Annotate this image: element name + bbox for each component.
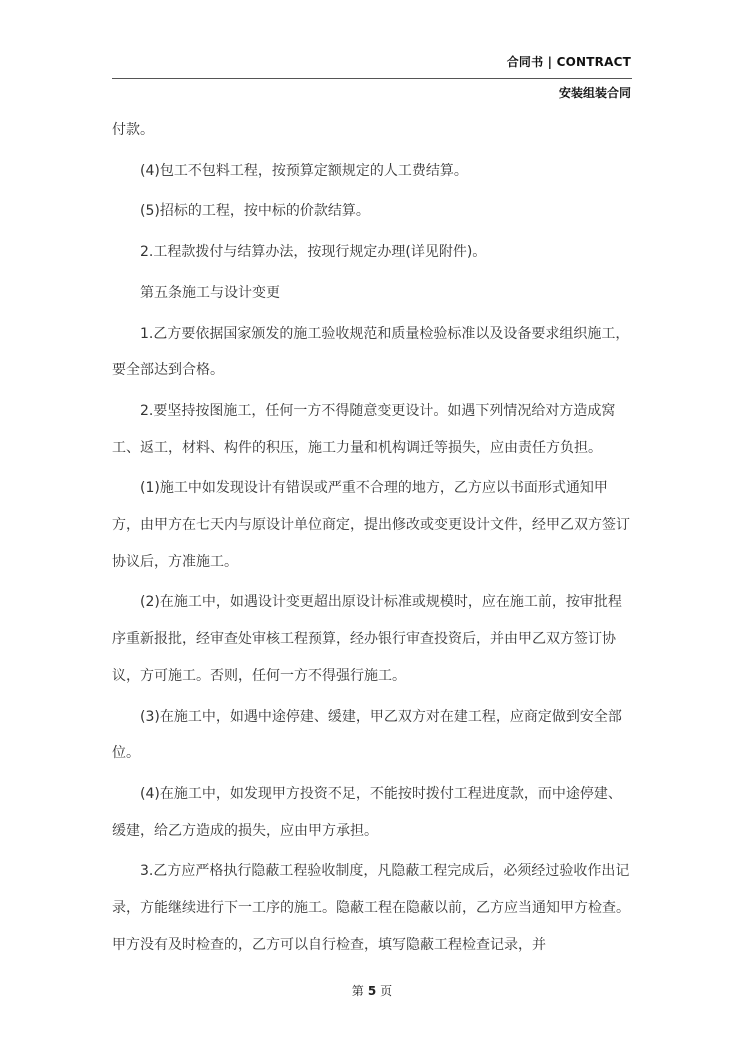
paragraph: (1)施工中如发现设计有错误或严重不合理的地方，乙方应以书面形式通知甲方，由甲方在七天内与原设计单位商定，提出修改或变更设计文件，经甲乙双方签订协议后，方准施工。: [112, 480, 630, 570]
document-subtitle: 安装组装合同: [558, 86, 631, 100]
page-number-value: 5: [367, 984, 377, 998]
paragraph: (3)在施工中，如遇中途停建、缓建，甲乙双方对在建工程，应商定做到安全部位。: [112, 708, 622, 762]
header-brand: 合同书 | CONTRACT: [506, 55, 631, 69]
paragraph: (5)招标的工程，按中标的价款结算。: [140, 203, 370, 220]
paragraph: 1.乙方要依据国家颁发的施工验收规范和质量检验标准以及设备要求组织施工，要全部达到合格。: [112, 325, 630, 379]
paragraph: (2)在施工中，如遇设计变更超出原设计标准或规模时，应在施工前，按审批程序重新报批，经审查处审核工程预算，经办银行审查投资后，并由甲乙双方签订协议，方可施工。否则，任何一方不得强行施工。: [112, 594, 622, 684]
document-body: [112, 112, 632, 967]
paragraph: 2.工程款拨付与结算办法，按现行规定办理(详见附件)。: [140, 244, 487, 261]
paragraph: 3.乙方应严格执行隐蔽工程验收制度，凡隐蔽工程完成后，必须经过验收作出记录，方能继续进行下一工序的施工。隐蔽工程在隐蔽以前，乙方应当通知甲方检查。甲方没有及时检查的，乙方可以自行检查，填写隐蔽工程检查记录，并: [112, 863, 630, 953]
page-number: [0, 982, 744, 999]
paragraph: 2.要坚持按图施工，任何一方不得随意变更设计。如遇下列情况给对方造成窝工、返工，材料、构件的积压，施工力量和机构调迁等损失，应由责任方负担。: [112, 402, 616, 456]
page-prefix: 第: [351, 984, 364, 998]
paragraph: (4)包工不包料工程，按预算定额规定的人工费结算。: [140, 162, 468, 179]
page-suffix: 页: [380, 984, 393, 998]
section-heading: 第五条施工与设计变更: [140, 284, 280, 301]
header-divider: [112, 78, 632, 79]
paragraph: 付款。: [112, 122, 154, 138]
paragraph: (4)在施工中，如发现甲方投资不足，不能按时拨付工程进度款，而中途停建、缓建，给乙方造成的损失，应由甲方承担。: [112, 785, 622, 839]
